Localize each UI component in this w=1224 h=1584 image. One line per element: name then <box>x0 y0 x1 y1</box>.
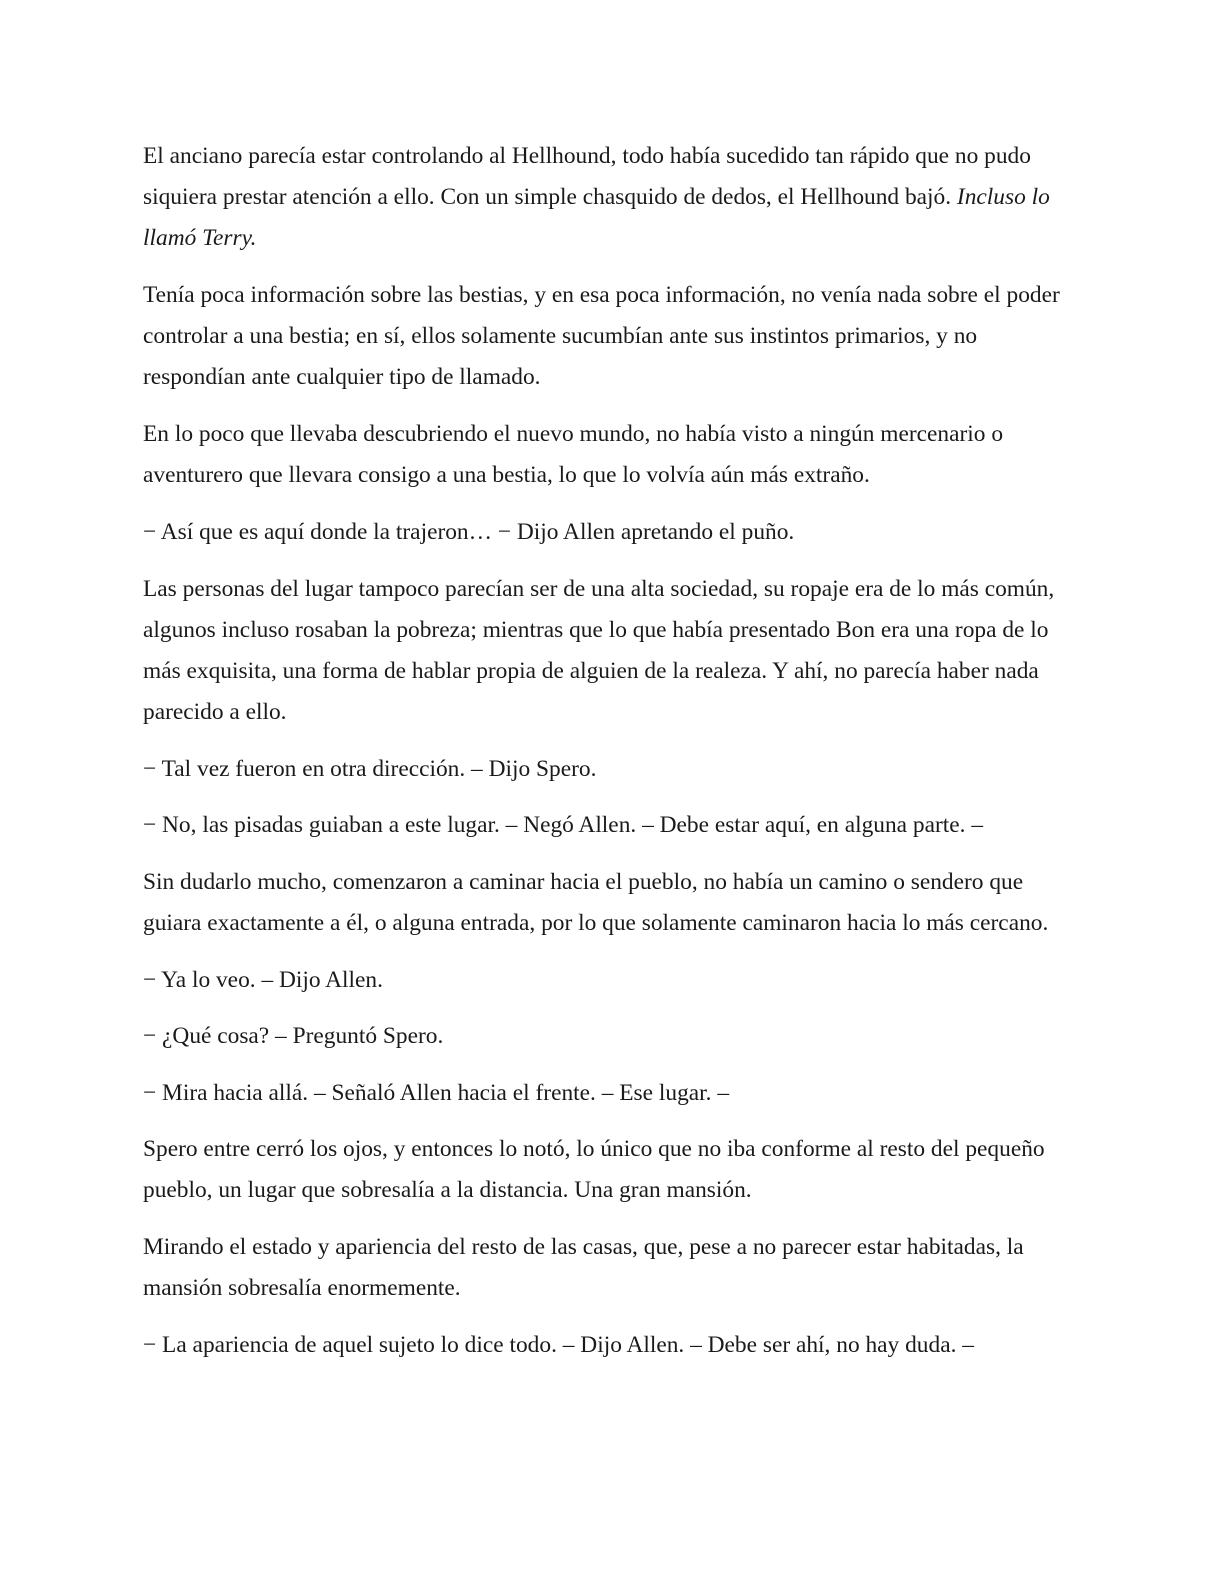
paragraph-13: Mirando el estado y apariencia del resto de las casas, que, pese a no parecer estar habitadas, la mansión sobresalía enormemente. <box>143 1234 1024 1301</box>
paragraph-1-italic: Incluso lo llamó Terry. <box>143 184 1050 251</box>
paragraph-8: Sin dudarlo mucho, comenzaron a caminar hacia el pueblo, no había un camino o sendero que guiara exactamente a él, o alguna entrada, por lo que solamente caminaron hacia lo más cercano. <box>143 868 1049 936</box>
paragraph-1 <box>143 136 1083 259</box>
paragraph-2: Tenía poca información sobre las bestias, y en esa poca información, no venía nada sobre el poder controlar a una bestia; en sí, ellos solamente sucumbían ante sus instintos primarios, y no respondían ante cualquier tipo de llamado. <box>143 282 1060 390</box>
dialog-line-1: − Así que es aquí donde la trajeron… − Dijo Allen apretando el puño. <box>143 519 795 545</box>
dialog-line-6: − Mira hacia allá. – Señaló Allen hacia el frente. – Ese lugar. – <box>143 1079 730 1106</box>
paragraph-3: En lo poco que llevaba descubriendo el nuevo mundo, no había visto a ningún mercenario o aventurero que llevara consigo a una bestia, lo que lo volvía aún más extraño. <box>143 421 1004 488</box>
document-page <box>143 136 1083 1382</box>
dialog-line-2: − Tal vez fueron en otra dirección. – Dijo Spero. <box>143 755 597 782</box>
paragraph-1-text: El anciano parecía estar controlando al Hellhound, todo había sucedido tan rápido que no pudo siquiera prestar atención a ello. Con un simple chasquido de dedos, el Hellhound bajó. <box>143 143 1031 210</box>
dialog-line-4: − Ya lo veo. – Dijo Allen. <box>143 966 383 993</box>
paragraph-5: Las personas del lugar tampoco parecían ser de una alta sociedad, su ropaje era de lo más común, algunos incluso rosaban la pobreza; mientras que lo que había presentado Bon era una ropa de lo más exquisita, una forma de hablar propia de alguien de la realeza. Y ahí, no parecía haber nada parecido a ello. <box>143 575 1055 725</box>
dialog-line-3: − No, las pisadas guiaban a este lugar. – Negó Allen. – Debe estar aquí, en alguna parte. – <box>143 812 984 838</box>
dialog-line-7: − La apariencia de aquel sujeto lo dice todo. – Dijo Allen. – Debe ser ahí, no hay duda. – <box>143 1332 974 1358</box>
paragraph-12: Spero entre cerró los ojos, y entonces lo notó, lo único que no iba conforme al resto del pequeño pueblo, un lugar que sobresalía a la distancia. Una gran mansión. <box>143 1136 1045 1203</box>
dialog-line-5: − ¿Qué cosa? – Preguntó Spero. <box>143 1023 444 1049</box>
